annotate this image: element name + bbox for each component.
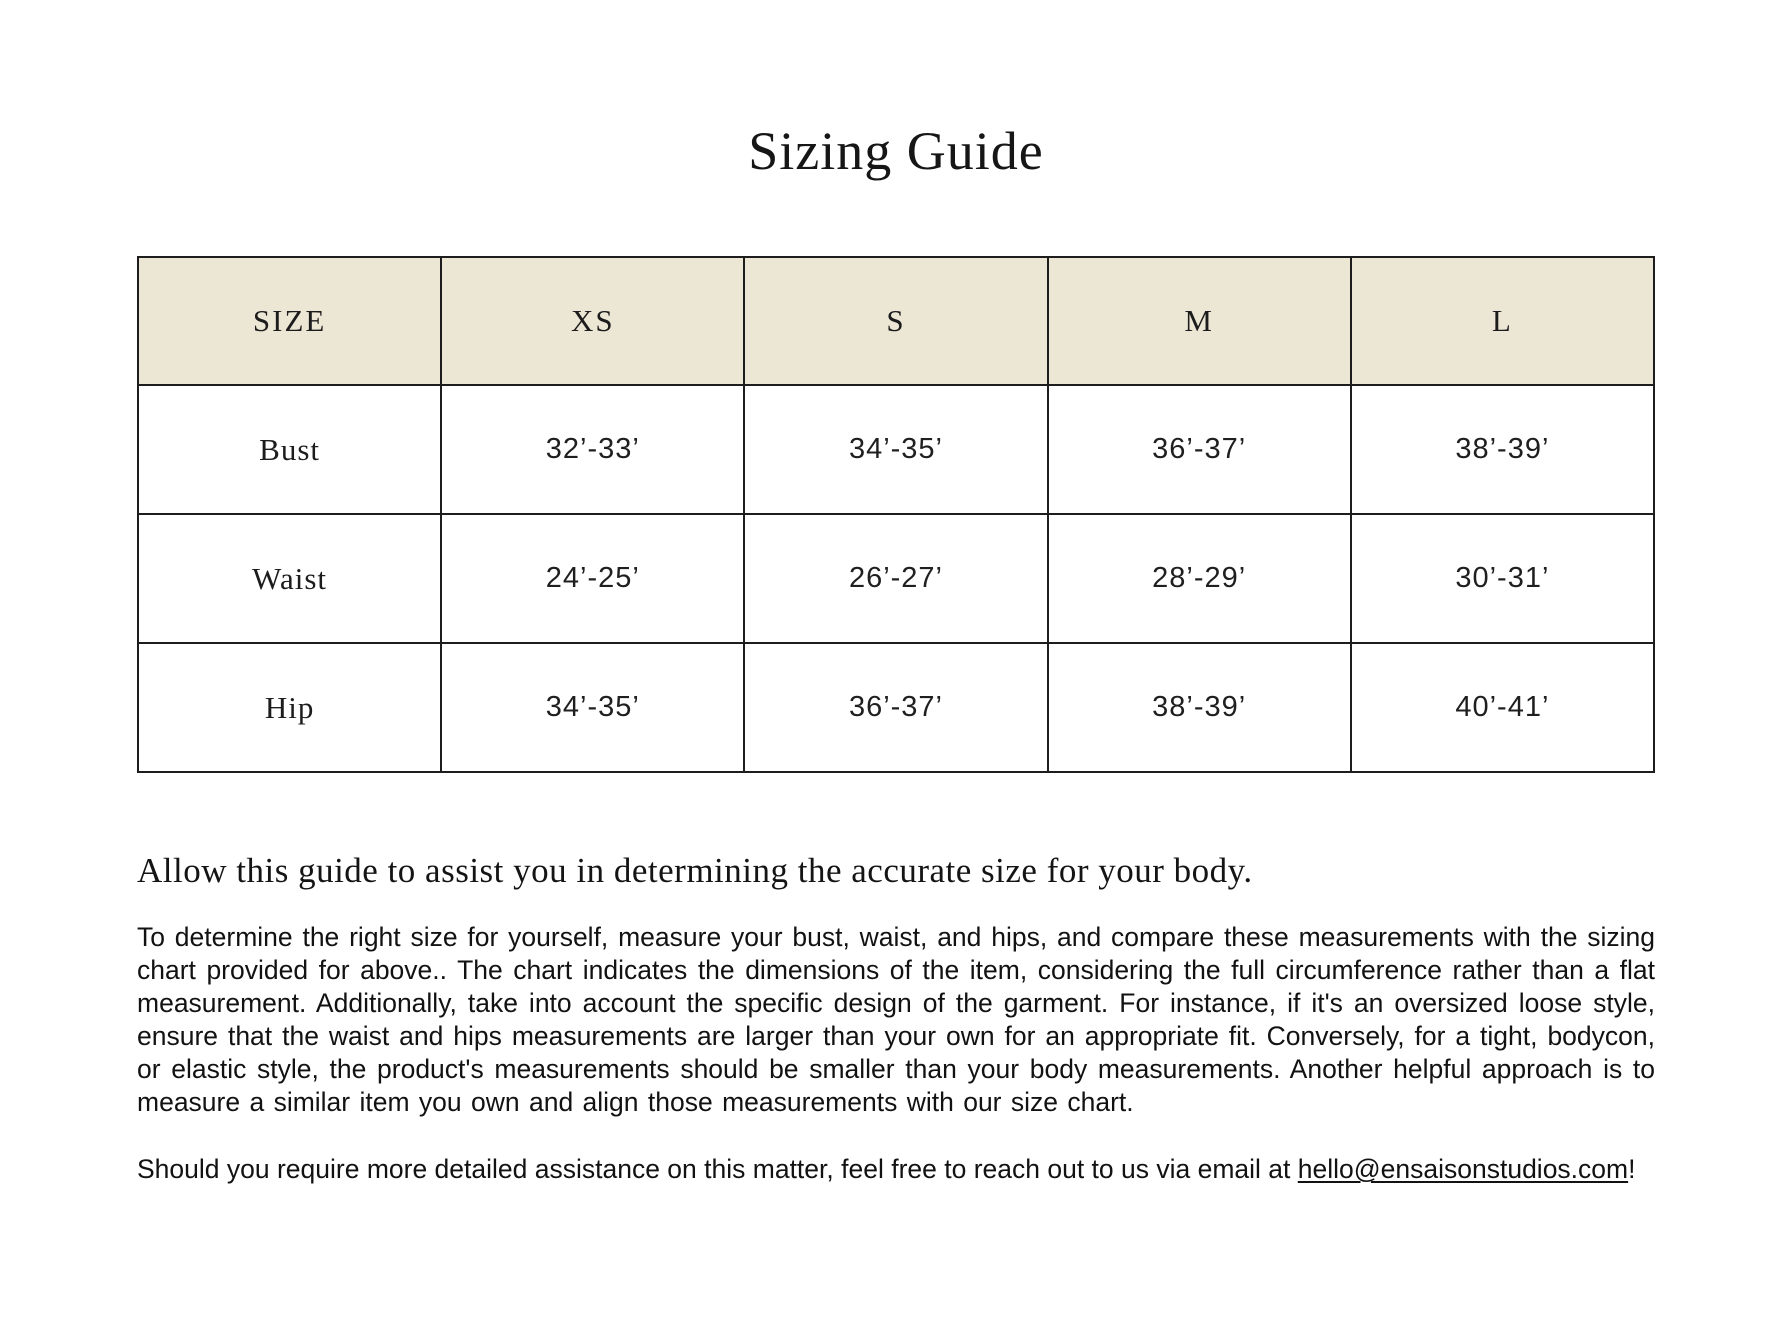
contact-line bbox=[137, 1153, 1655, 1186]
guide-subtitle: Allow this guide to assist you in determining the accurate size for your body. bbox=[137, 851, 1253, 890]
content-area bbox=[137, 851, 1655, 1186]
page-title: Sizing Guide bbox=[748, 121, 1044, 181]
waist-l-value: 30’-31’ bbox=[1351, 514, 1654, 643]
email-link[interactable]: hello@ensaisonstudios.com bbox=[1297, 1154, 1629, 1184]
column-header-l: L bbox=[1351, 257, 1654, 385]
row-label-bust: Bust bbox=[138, 385, 441, 514]
hip-s-value: 36’-37’ bbox=[744, 643, 1047, 772]
row-label-hip: Hip bbox=[138, 643, 441, 772]
row-label-waist: Waist bbox=[138, 514, 441, 643]
contact-text-suffix: ! bbox=[1628, 1154, 1636, 1184]
column-header-m: M bbox=[1048, 257, 1351, 385]
hip-m-value: 38’-39’ bbox=[1048, 643, 1351, 772]
sizing-instructions-paragraph: To determine the right size for yourself, measure your bust, waist, and hips, and compare these measurements with the sizing chart provided for above.. The chart indicates the dimensions of the item, considering the full circumference rather than a flat measurement. Additionally, take into account the specific design of the garment. For instance, if it's an oversized loose style, ensure that the waist and hips measurements are larger than your own for an appropriate fit. Conversely, for a tight, bodycon, or elastic style, the product's measurements should be smaller than your body measurements. Another helpful approach is to measure a similar item you own and align those measurements with our size chart. bbox=[137, 922, 1655, 1117]
bust-l-value: 38’-39’ bbox=[1351, 385, 1654, 514]
table-row-waist bbox=[138, 514, 1654, 643]
bust-m-value: 36’-37’ bbox=[1048, 385, 1351, 514]
bust-s-value: 34’-35’ bbox=[744, 385, 1047, 514]
table-row-bust bbox=[138, 385, 1654, 514]
waist-s-value: 26’-27’ bbox=[744, 514, 1047, 643]
table-row-hip bbox=[138, 643, 1654, 772]
hip-xs-value: 34’-35’ bbox=[441, 643, 744, 772]
waist-xs-value: 24’-25’ bbox=[441, 514, 744, 643]
column-header-xs: XS bbox=[441, 257, 744, 385]
contact-text-prefix: Should you require more detailed assistance on this matter, feel free to reach out to us via email at bbox=[137, 1154, 1298, 1184]
waist-m-value: 28’-29’ bbox=[1048, 514, 1351, 643]
hip-l-value: 40’-41’ bbox=[1351, 643, 1654, 772]
size-table-body bbox=[138, 385, 1654, 772]
table-header-row bbox=[138, 257, 1654, 385]
size-table-header bbox=[138, 257, 1654, 385]
column-header-size: SIZE bbox=[138, 257, 441, 385]
size-table bbox=[137, 256, 1655, 773]
column-header-s: S bbox=[744, 257, 1047, 385]
bust-xs-value: 32’-33’ bbox=[441, 385, 744, 514]
